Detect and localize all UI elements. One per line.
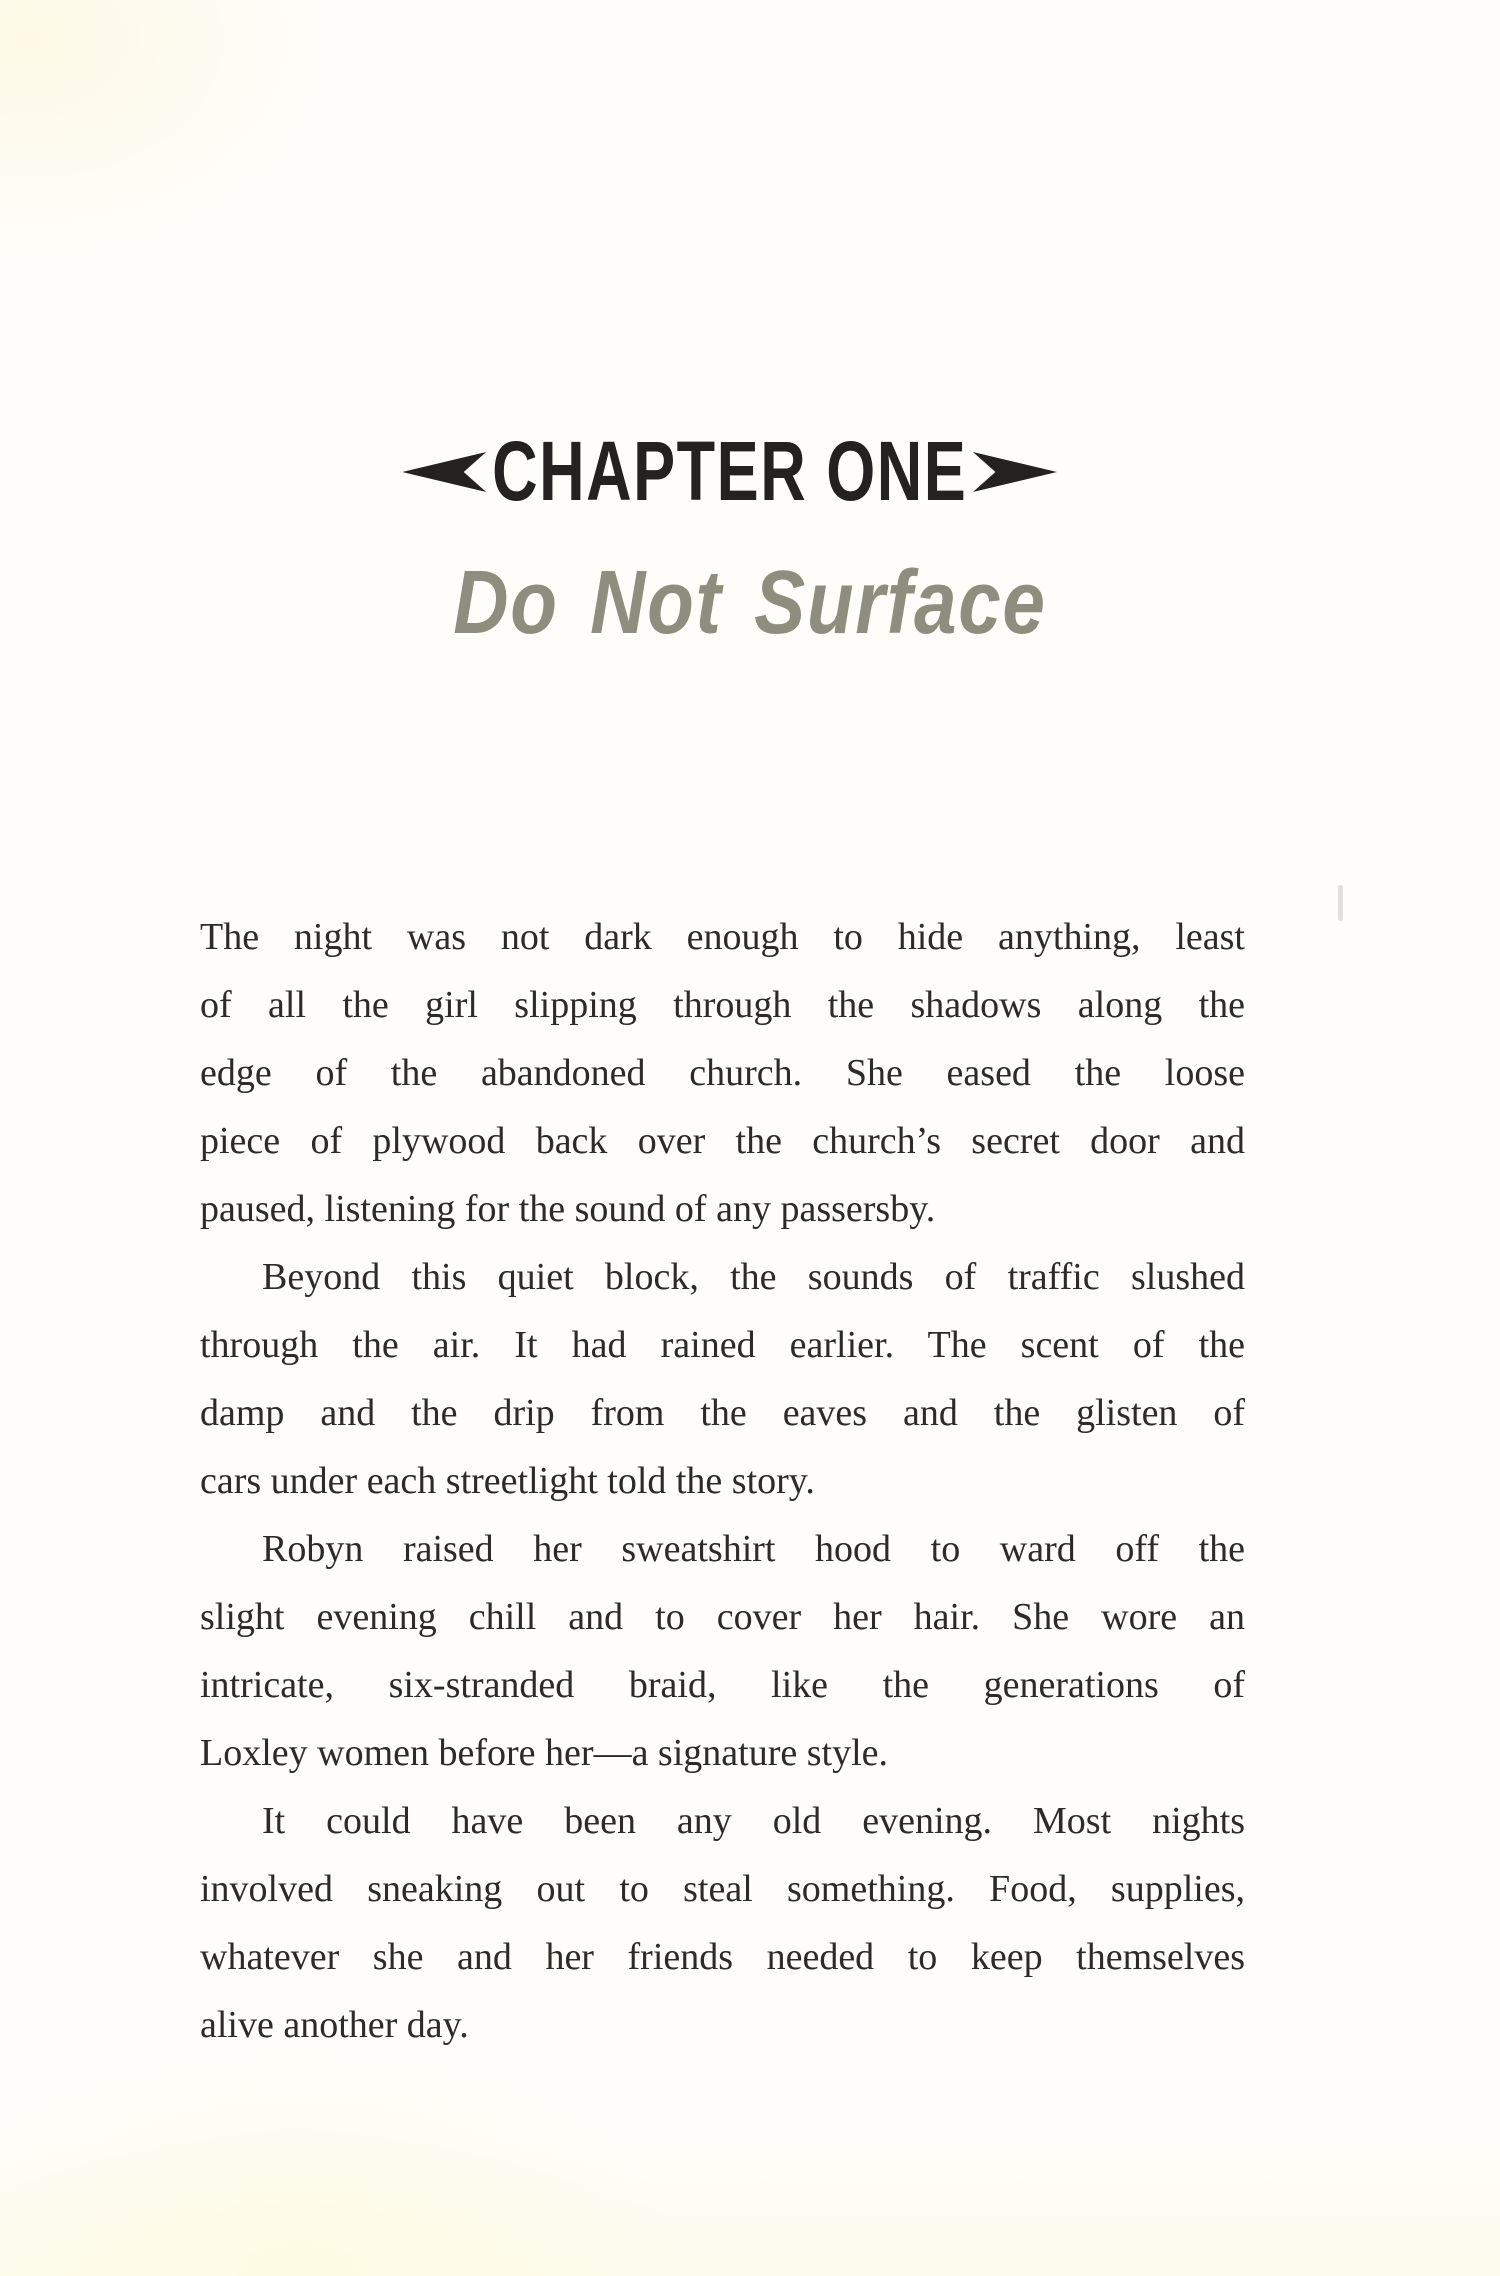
text-line: edge of the abandoned church. She eased the loose (200, 1052, 1245, 1094)
text-line: piece of plywood back over the church’s secret door and (200, 1120, 1245, 1162)
text-line: It could have been any old evening. Most nights (262, 1800, 1245, 1842)
chapter-header (0, 423, 1500, 520)
text-line: involved sneaking out to steal something. Food, supplies, (200, 1868, 1245, 1910)
text-line: through the air. It had rained earlier. The scent of the (200, 1324, 1245, 1366)
text-line: Beyond this quiet block, the sounds of traffic slushed (262, 1256, 1245, 1298)
chapter-header-inner (402, 423, 1057, 520)
scan-smudge (1338, 885, 1343, 921)
chapter-title: Do Not Surface (453, 553, 1047, 653)
text-line: intricate, six-stranded braid, like the generations of (200, 1664, 1245, 1706)
text-line: Loxley women before her—a signature style. (200, 1732, 888, 1774)
paragraph (200, 1515, 1245, 1787)
right-arrowhead-icon (974, 450, 1058, 494)
text-line: paused, listening for the sound of any passersby. (200, 1188, 936, 1230)
text-line: The night was not dark enough to hide anything, least (200, 916, 1245, 958)
left-arrowhead-icon (402, 450, 486, 494)
chapter-label: CHAPTER ONE (492, 424, 968, 518)
text-line: alive another day. (200, 2004, 469, 2046)
text-line: cars under each streetlight told the story. (200, 1460, 815, 1502)
text-line: Robyn raised her sweatshirt hood to ward off the (262, 1528, 1245, 1570)
body-text (200, 903, 1245, 2059)
paragraph (200, 903, 1245, 1243)
paragraph (200, 1243, 1245, 1515)
text-line: whatever she and her friends needed to keep themselves (200, 1936, 1245, 1978)
paragraph (200, 1787, 1245, 2059)
text-line: of all the girl slipping through the shadows along the (200, 984, 1245, 1026)
text-line: slight evening chill and to cover her hair. She wore an (200, 1596, 1245, 1638)
text-line: damp and the drip from the eaves and the glisten of (200, 1392, 1245, 1434)
